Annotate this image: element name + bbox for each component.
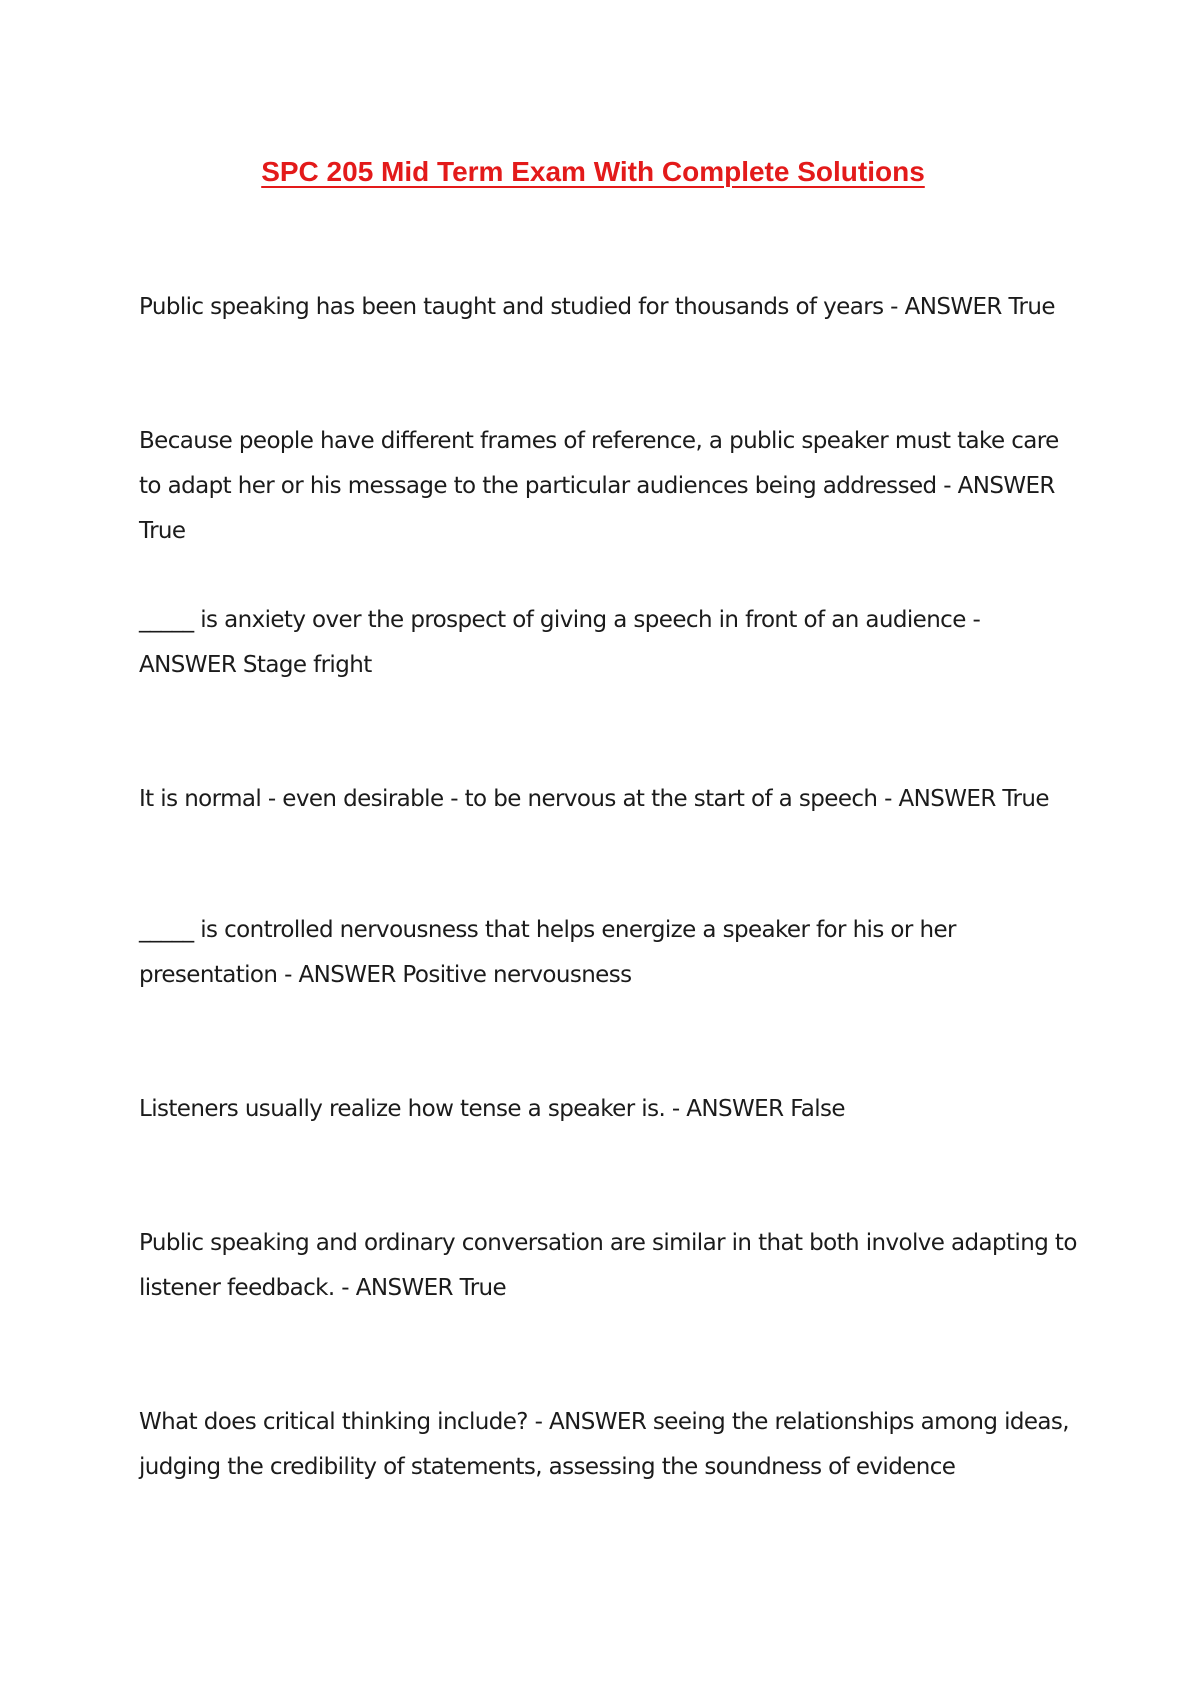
qa-item-3: _____ is anxiety over the prospect of giving a speech in front of an audience - ANSWER Stage fright	[139, 607, 981, 678]
qa-item-8: What does critical thinking include? - ANSWER seeing the relationships among ideas, judging the credibility of statements, assessing the soundness of evidence	[139, 1409, 1070, 1480]
document-title-text: SPC 205 Mid Term Exam With Complete Solutions	[261, 156, 925, 187]
qa-item-1: Public speaking has been taught and studied for thousands of years - ANSWER True	[139, 294, 1055, 320]
qa-item-5: _____ is controlled nervousness that helps energize a speaker for his or her presentation - ANSWER Positive nervousness	[139, 917, 956, 988]
document-title	[0, 152, 1200, 192]
qa-item-2: Because people have different frames of reference, a public speaker must take care to adapt her or his message to the particular audiences being addressed - ANSWER True	[139, 428, 1059, 544]
qa-item-4: It is normal - even desirable - to be nervous at the start of a speech - ANSWER True	[139, 786, 1049, 812]
qa-item-7: Public speaking and ordinary conversation are similar in that both involve adapting to listener feedback. - ANSWER True	[139, 1230, 1077, 1301]
qa-item-6: Listeners usually realize how tense a speaker is. - ANSWER False	[139, 1096, 845, 1122]
